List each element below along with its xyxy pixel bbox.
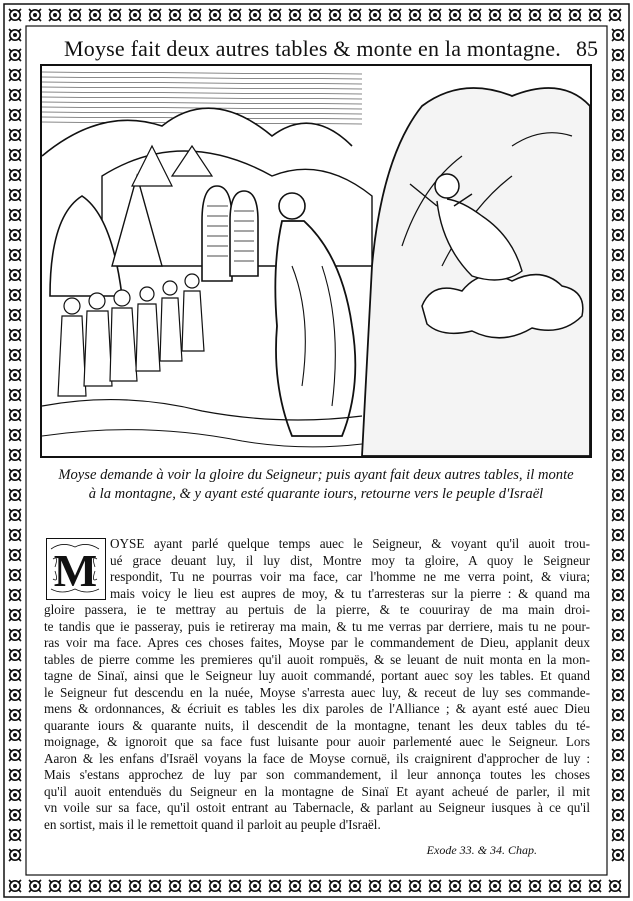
body-line: mais voicy le lieu est aupres de moy, & tu t'arresteras sur la pierre : & quand ma: [110, 585, 590, 601]
caption: [40, 466, 592, 504]
body-line: tables de pierre comme les premieres qu'il auoit rompuës, & se leuant de nuit monta en la mon-: [44, 651, 590, 667]
caption-line-1: Moyse demande à voir la gloire du Seigneur; puis ayant fait deux autres tables, il monte: [58, 467, 574, 483]
page-header: [38, 36, 598, 66]
page-number: 85: [576, 36, 598, 61]
body-text: [44, 536, 590, 833]
woodcut-illustration: [40, 64, 592, 458]
body-line: mens & ordonnances, & écriuit es tables les dix paroles de l'Alliance ; & ayant esté auec Dieu: [44, 701, 590, 716]
body-line: moignage, & ignoroit que sa face fust luisante pour auoir parlementé auec le Seigneur. Lors: [44, 734, 590, 749]
body-line: tagne de Sinaï, ainsi que le Seigneur luy auoit commandé, portant auec soy les tables. Et quand: [44, 668, 590, 683]
body-line: qu'il auoit entenduës du Seigneur en la montagne de Sinaï Et ayant acheué de parler, il mit: [44, 783, 590, 799]
body-line: Mais s'estans approchez de luy par son commandement, il leur annonça toutes les choses: [44, 767, 590, 782]
body-line: te tandis que ie passeray, puis ie retireray ma main, & tu me verras par derriere, mais tu ne pour-: [44, 618, 590, 634]
body-line: en sortist, mais il le remettoit quand il parloit au peuple d'Israël.: [44, 816, 381, 832]
chapter-reference: Exode 33. & 34. Chap.: [426, 843, 537, 857]
dropcap-letter: M: [53, 545, 98, 596]
body-line: ué grace deuant luy, il luy dist, Montre moy ta gloire, A quoy le Seigneur: [110, 552, 590, 568]
body-line: respondit, Tu ne pourras voir ma face, car l'homme ne me verra point, & viura;: [110, 569, 590, 584]
caption-line-2: à la montagne, & y ayant esté quarante iours, retourne vers le peuple d'Israël: [88, 486, 544, 502]
body-line: OYSE ayant parlé quelque temps auec le Seigneur, & voyant qu'il auoit trou-: [110, 536, 590, 551]
body-line: vn voile sur sa face, qu'il ostoit entrant au Tabernacle, & parlant au Seigneur iusques à ce qu'il: [44, 800, 590, 815]
body-line: Aaron & les enfans d'Israël voyans la face de Moyse cornuë, ils craignirent d'approcher de luy :: [44, 750, 590, 766]
page-title: Moyse fait deux autres tables & monte en la montagne.: [64, 36, 561, 61]
body-line: ras voir ma face. Apres ces choses faites, Moyse par le commandement de Dieu, applanit deux: [44, 635, 590, 650]
body-line: gloire passera, ie te mettray au pertuis de la pierre, & te couuriray de ma main droi-: [44, 602, 590, 617]
body-line: quarante iours & quarante nuits, il descendit de la montagne, tenant les deux tables du té-: [44, 717, 590, 733]
body-line: le Seigneur fut descendu en la nuée, Moyse s'arresta auec luy, & receut de luy ses commande-: [44, 684, 590, 700]
